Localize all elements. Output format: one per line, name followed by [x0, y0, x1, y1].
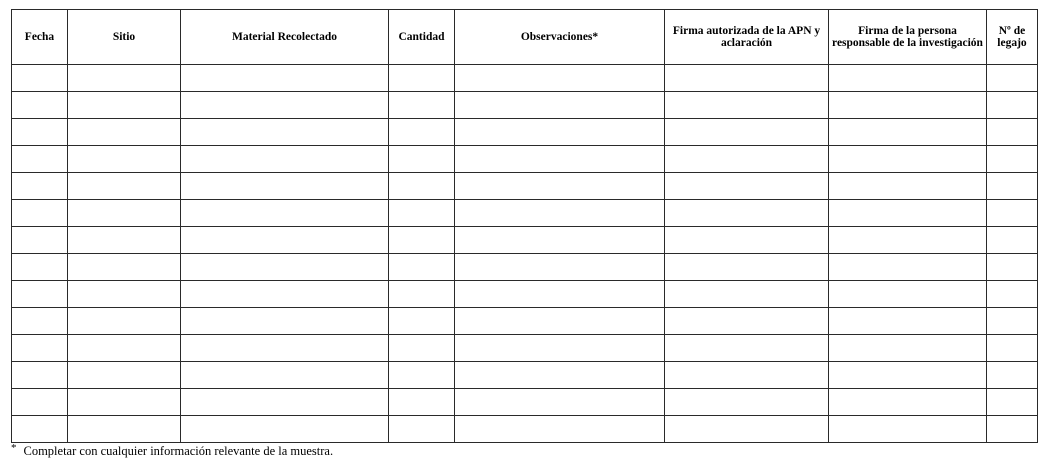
table-row — [12, 362, 1038, 389]
cell-observaciones[interactable] — [455, 281, 665, 308]
cell-sitio[interactable] — [68, 173, 181, 200]
cell-firma-responsable[interactable] — [829, 227, 987, 254]
cell-firma-apn[interactable] — [665, 281, 829, 308]
cell-fecha[interactable] — [12, 119, 68, 146]
cell-cantidad[interactable] — [389, 146, 455, 173]
cell-firma-responsable[interactable] — [829, 65, 987, 92]
cell-firma-responsable[interactable] — [829, 119, 987, 146]
cell-legajo[interactable] — [987, 362, 1038, 389]
cell-sitio[interactable] — [68, 416, 181, 443]
cell-firma-apn[interactable] — [665, 65, 829, 92]
table-row — [12, 227, 1038, 254]
cell-sitio[interactable] — [68, 389, 181, 416]
cell-legajo[interactable] — [987, 65, 1038, 92]
cell-legajo[interactable] — [987, 389, 1038, 416]
cell-firma-responsable[interactable] — [829, 173, 987, 200]
cell-legajo[interactable] — [987, 200, 1038, 227]
cell-fecha[interactable] — [12, 146, 68, 173]
cell-observaciones[interactable] — [455, 119, 665, 146]
cell-sitio[interactable] — [68, 92, 181, 119]
cell-firma-apn[interactable] — [665, 254, 829, 281]
cell-cantidad[interactable] — [389, 362, 455, 389]
cell-sitio[interactable] — [68, 227, 181, 254]
cell-firma-responsable[interactable] — [829, 308, 987, 335]
cell-cantidad[interactable] — [389, 65, 455, 92]
cell-material[interactable] — [181, 65, 389, 92]
cell-observaciones[interactable] — [455, 200, 665, 227]
cell-firma-apn[interactable] — [665, 335, 829, 362]
table-row — [12, 389, 1038, 416]
footnote-text: Completar con cualquier información relevante de la muestra. — [23, 444, 334, 458]
cell-cantidad[interactable] — [389, 389, 455, 416]
cell-observaciones[interactable] — [455, 335, 665, 362]
cell-cantidad[interactable] — [389, 254, 455, 281]
header-row — [12, 10, 1038, 65]
cell-legajo[interactable] — [987, 92, 1038, 119]
table-row — [12, 308, 1038, 335]
table-row — [12, 119, 1038, 146]
cell-legajo[interactable] — [987, 416, 1038, 443]
table-row — [12, 200, 1038, 227]
table-row — [12, 65, 1038, 92]
cell-material[interactable] — [181, 119, 389, 146]
cell-legajo[interactable] — [987, 119, 1038, 146]
footnote-mark: * — [11, 442, 17, 454]
cell-cantidad[interactable] — [389, 200, 455, 227]
cell-firma-responsable[interactable] — [829, 416, 987, 443]
cell-cantidad[interactable] — [389, 173, 455, 200]
cell-legajo[interactable] — [987, 227, 1038, 254]
cell-sitio[interactable] — [68, 65, 181, 92]
cell-fecha[interactable] — [12, 227, 68, 254]
cell-legajo[interactable] — [987, 281, 1038, 308]
header-fecha: Fecha — [12, 10, 68, 65]
cell-sitio[interactable] — [68, 308, 181, 335]
table-body — [12, 65, 1038, 443]
cell-sitio[interactable] — [68, 146, 181, 173]
cell-firma-apn[interactable] — [665, 416, 829, 443]
table-row — [12, 173, 1038, 200]
cell-sitio[interactable] — [68, 335, 181, 362]
cell-firma-apn[interactable] — [665, 308, 829, 335]
cell-sitio[interactable] — [68, 119, 181, 146]
cell-fecha[interactable] — [12, 389, 68, 416]
cell-fecha[interactable] — [12, 281, 68, 308]
cell-firma-responsable[interactable] — [829, 200, 987, 227]
header-cantidad: Cantidad — [389, 10, 455, 65]
cell-firma-responsable[interactable] — [829, 389, 987, 416]
cell-observaciones[interactable] — [455, 416, 665, 443]
cell-fecha[interactable] — [12, 335, 68, 362]
table-row — [12, 146, 1038, 173]
cell-legajo[interactable] — [987, 146, 1038, 173]
cell-firma-apn[interactable] — [665, 119, 829, 146]
cell-observaciones[interactable] — [455, 227, 665, 254]
cell-firma-responsable[interactable] — [829, 335, 987, 362]
cell-observaciones[interactable] — [455, 92, 665, 119]
table-row — [12, 92, 1038, 119]
cell-firma-apn[interactable] — [665, 389, 829, 416]
cell-material[interactable] — [181, 281, 389, 308]
cell-cantidad[interactable] — [389, 308, 455, 335]
cell-observaciones[interactable] — [455, 65, 665, 92]
cell-fecha[interactable] — [12, 173, 68, 200]
cell-fecha[interactable] — [12, 254, 68, 281]
cell-cantidad[interactable] — [389, 227, 455, 254]
cell-observaciones[interactable] — [455, 173, 665, 200]
cell-fecha[interactable] — [12, 362, 68, 389]
header-sitio: Sitio — [68, 10, 181, 65]
cell-firma-apn[interactable] — [665, 173, 829, 200]
collection-log-table — [11, 9, 1038, 443]
cell-legajo[interactable] — [987, 254, 1038, 281]
cell-observaciones[interactable] — [455, 254, 665, 281]
cell-material[interactable] — [181, 227, 389, 254]
cell-sitio[interactable] — [68, 200, 181, 227]
cell-sitio[interactable] — [68, 362, 181, 389]
cell-firma-responsable[interactable] — [829, 146, 987, 173]
cell-cantidad[interactable] — [389, 119, 455, 146]
cell-material[interactable] — [181, 362, 389, 389]
cell-material[interactable] — [181, 146, 389, 173]
cell-material[interactable] — [181, 389, 389, 416]
header-material-recolectado: Material Recolectado — [181, 10, 389, 65]
cell-fecha[interactable] — [12, 416, 68, 443]
cell-fecha[interactable] — [12, 308, 68, 335]
header-numero-legajo: Nº de legajo — [987, 10, 1038, 65]
cell-cantidad[interactable] — [389, 335, 455, 362]
cell-firma-responsable[interactable] — [829, 281, 987, 308]
cell-observaciones[interactable] — [455, 308, 665, 335]
table-row — [12, 281, 1038, 308]
cell-fecha[interactable] — [12, 200, 68, 227]
cell-material[interactable] — [181, 254, 389, 281]
cell-fecha[interactable] — [12, 92, 68, 119]
cell-sitio[interactable] — [68, 281, 181, 308]
cell-firma-apn[interactable] — [665, 362, 829, 389]
cell-firma-apn[interactable] — [665, 146, 829, 173]
cell-material[interactable] — [181, 92, 389, 119]
cell-firma-responsable[interactable] — [829, 92, 987, 119]
cell-legajo[interactable] — [987, 308, 1038, 335]
cell-observaciones[interactable] — [455, 362, 665, 389]
cell-legajo[interactable] — [987, 173, 1038, 200]
cell-firma-apn[interactable] — [665, 92, 829, 119]
cell-material[interactable] — [181, 335, 389, 362]
cell-material[interactable] — [181, 200, 389, 227]
cell-firma-responsable[interactable] — [829, 254, 987, 281]
footnote — [11, 444, 333, 459]
cell-cantidad[interactable] — [389, 281, 455, 308]
cell-material[interactable] — [181, 173, 389, 200]
cell-firma-apn[interactable] — [665, 200, 829, 227]
header-firma-apn: Firma autorizada de la APN y aclaración — [665, 10, 829, 65]
table-row — [12, 254, 1038, 281]
cell-sitio[interactable] — [68, 254, 181, 281]
cell-firma-apn[interactable] — [665, 227, 829, 254]
cell-material[interactable] — [181, 308, 389, 335]
cell-firma-responsable[interactable] — [829, 362, 987, 389]
table-row — [12, 416, 1038, 443]
cell-observaciones[interactable] — [455, 146, 665, 173]
cell-fecha[interactable] — [12, 65, 68, 92]
cell-observaciones[interactable] — [455, 389, 665, 416]
table-row — [12, 335, 1038, 362]
cell-legajo[interactable] — [987, 335, 1038, 362]
cell-material[interactable] — [181, 416, 389, 443]
header-firma-responsable: Firma de la persona responsable de la investigación — [829, 10, 987, 65]
header-observaciones: Observaciones* — [455, 10, 665, 65]
cell-cantidad[interactable] — [389, 416, 455, 443]
cell-cantidad[interactable] — [389, 92, 455, 119]
